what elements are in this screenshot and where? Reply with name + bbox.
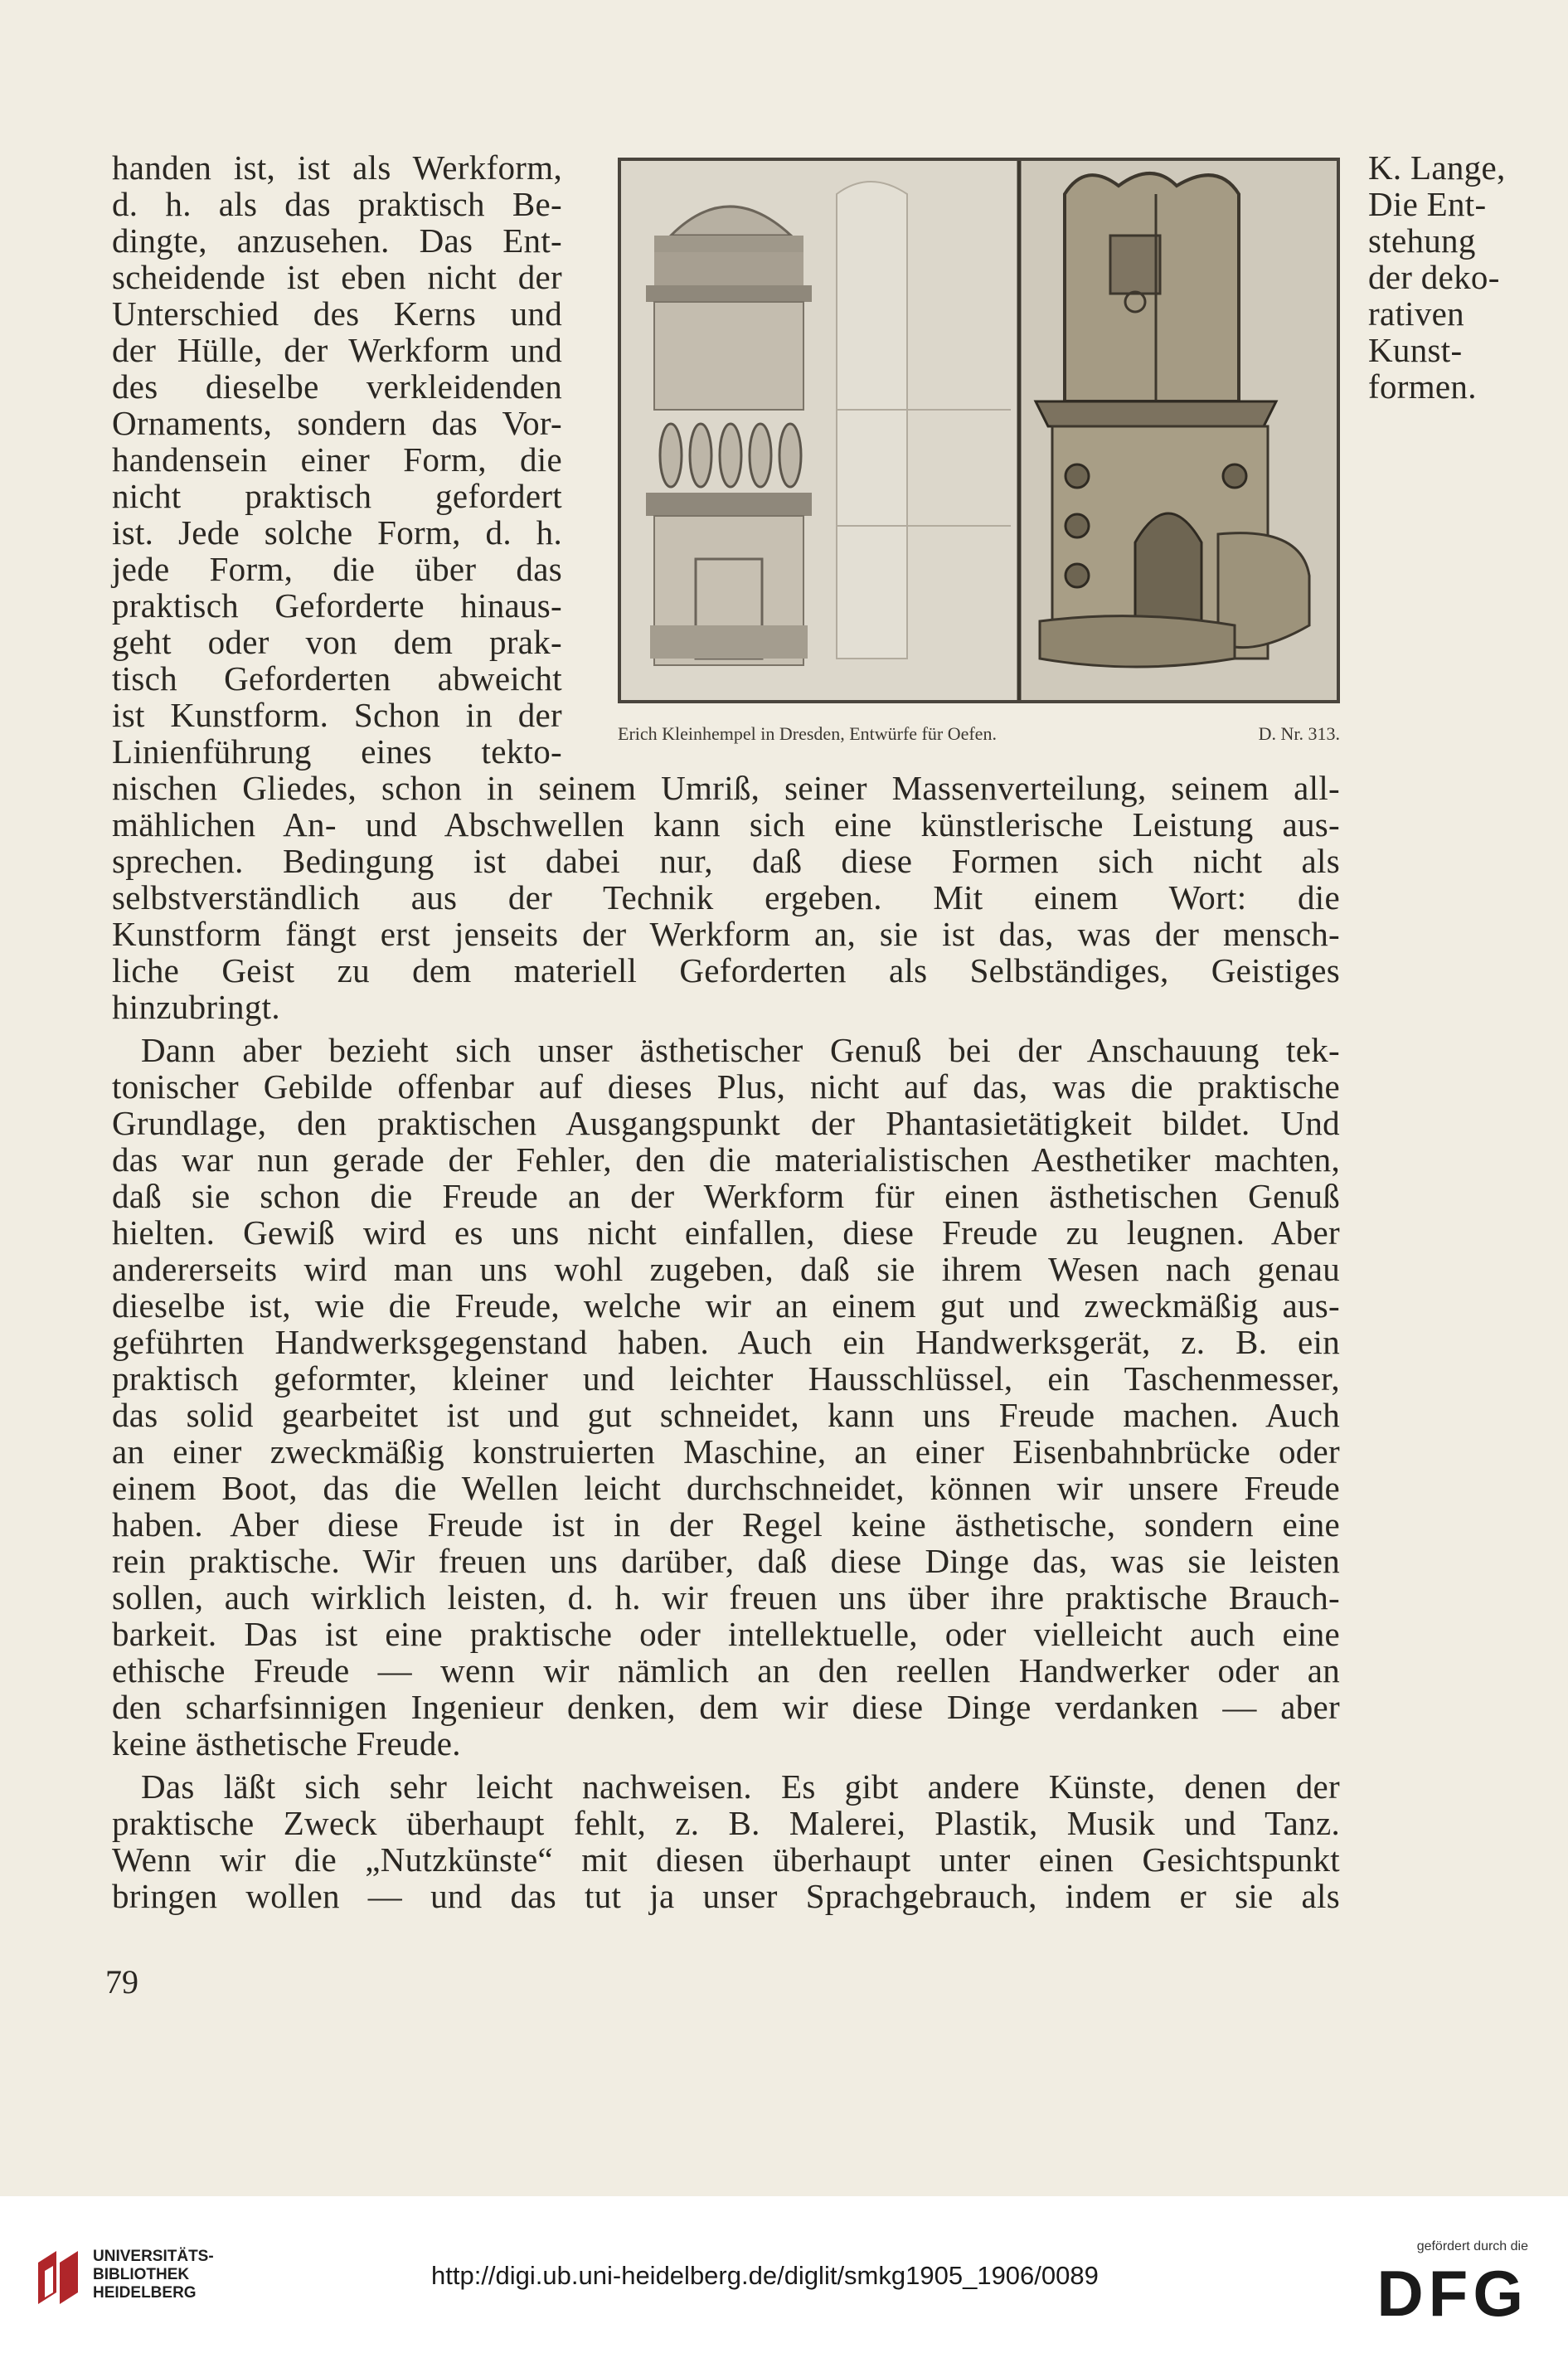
text-line: geht oder von dem prak-	[112, 623, 562, 661]
margin-note-line: Kunst-	[1368, 331, 1463, 369]
text-line: an einer zweckmäßig konstruierten Maschine, an einer Eisenbahnbrücke oder	[112, 1432, 1340, 1471]
figure-stove-designs	[618, 158, 1340, 703]
text-line: Wenn wir die „Nutzkünste“ mit diesen überhaupt unter einen Gesichtspunkt	[112, 1840, 1340, 1879]
text-line: praktisch geformter, kleiner und leichter Hausschlüssel, ein Taschenmesser,	[112, 1359, 1340, 1398]
text-line: ist. Jede solche Form, d. h.	[112, 513, 562, 552]
text-line: haben. Aber diese Freude ist in der Regel keine ästhetische, sondern eine	[112, 1505, 1340, 1544]
text-line: einem Boot, das die Wellen leicht durchschneidet, können wir unsere Freude	[112, 1469, 1340, 1507]
text-line: liche Geist zu dem materiell Geforderten als Selbständiges, Geistiges	[112, 951, 1340, 989]
caption-number: D. Nr. 313.	[1258, 723, 1340, 744]
margin-note-line: K. Lange,	[1368, 148, 1506, 187]
text-line: keine ästhetische Freude.	[112, 1724, 461, 1762]
text-line: Kunstform fängt erst jenseits der Werkform an, sie ist das, was der mensch-	[112, 915, 1340, 953]
text-line: Das läßt sich sehr leicht nachweisen. Es gibt andere Künste, denen der	[141, 1767, 1340, 1806]
text-line: dieselbe ist, wie die Freude, welche wir an einem gut und zweckmäßig aus-	[112, 1286, 1340, 1325]
text-line: bringen wollen — und das tut ja unser Sprachgebrauch, indem er sie als	[112, 1877, 1340, 1915]
text-line: mählichen An- und Abschwellen kann sich eine künstlerische Leistung aus-	[112, 805, 1340, 843]
text-line: Linienführung eines tekto-	[112, 732, 562, 771]
margin-note-line: stehung	[1368, 221, 1476, 260]
text-line: tisch Geforderten abweicht	[112, 659, 562, 698]
text-line: sprechen. Bedingung ist dabei nur, daß diese Formen sich nicht als	[112, 842, 1340, 880]
margin-note-line: rativen	[1368, 294, 1464, 333]
text-line: jede Form, die über das	[112, 550, 562, 588]
text-line: Ornaments, sondern das Vor-	[112, 404, 562, 442]
text-line: daß sie schon die Freude an der Werkform für einen ästhetischen Genuß	[112, 1177, 1340, 1215]
margin-note-line: Die Ent-	[1368, 185, 1487, 223]
text-line: handen ist, ist als Werkform,	[112, 148, 562, 187]
library-name: UNIVERSITÄTS- BIBLIOTHEK HEIDELBERG	[93, 2248, 214, 2302]
stove-drawings-image	[621, 161, 1337, 700]
text-line: d. h. als das praktisch Be-	[112, 185, 562, 223]
figure-caption	[618, 723, 1340, 748]
university-library-logo-icon	[33, 2246, 83, 2309]
digitization-footer	[0, 2196, 1568, 2353]
text-line: praktische Zweck überhaupt fehlt, z. B. Malerei, Plastik, Musik und Tanz.	[112, 1804, 1340, 1842]
text-line: geführten Handwerksgegenstand haben. Auch ein Handwerksgerät, z. B. ein	[112, 1323, 1340, 1361]
text-line: ethische Freude — wenn wir nämlich an den reellen Handwerker oder an	[112, 1651, 1340, 1689]
text-line: andererseits wird man uns wohl zugeben, daß sie ihrem Wesen nach genau	[112, 1250, 1340, 1288]
text-line: sollen, auch wirklich leisten, d. h. wir freuen uns über ihre praktische Brauch-	[112, 1578, 1340, 1616]
text-line: des dieselbe verkleidenden	[112, 367, 562, 406]
text-line: praktisch Geforderte hinaus-	[112, 586, 562, 625]
text-line: nicht praktisch gefordert	[112, 477, 562, 515]
text-line: rein praktische. Wir freuen uns darüber, daß diese Dinge das, was sie leisten	[112, 1542, 1340, 1580]
permalink-url[interactable]: http://digi.ub.uni-heidelberg.de/diglit/smkg1905_1906/0089	[431, 2261, 1099, 2290]
text-line: tonischer Gebilde offenbar auf dieses Plus, nicht auf das, was die praktische	[112, 1067, 1340, 1106]
text-line: den scharfsinnigen Ingenieur denken, dem wir diese Dinge verdanken — aber	[112, 1688, 1340, 1726]
caption-credit: Erich Kleinhempel in Dresden, Entwürfe für Oefen.	[618, 723, 997, 744]
text-line: das solid gearbeitet ist und gut schneidet, kann uns Freude machen. Auch	[112, 1396, 1340, 1434]
funded-by-label: gefördert durch die	[1416, 2239, 1528, 2253]
margin-note-line: der deko-	[1368, 258, 1500, 296]
text-line: Grundlage, den praktischen Ausgangspunkt der Phantasietätigkeit bildet. Und	[112, 1104, 1340, 1142]
text-line: der Hülle, der Werkform und	[112, 331, 562, 369]
text-line: ist Kunstform. Schon in der	[112, 696, 562, 734]
page-number: 79	[105, 1963, 138, 2001]
text-line: hielten. Gewiß wird es uns nicht einfallen, diese Freude zu leugnen. Aber	[112, 1213, 1340, 1252]
text-line: hinzubringt.	[112, 988, 280, 1026]
dfg-logo: DFG	[1376, 2257, 1528, 2330]
text-line: selbstverständlich aus der Technik ergeben. Mit einem Wort: die	[112, 878, 1340, 916]
text-line: handensein einer Form, die	[112, 440, 562, 479]
text-line: das war nun gerade der Fehler, den die materialistischen Aesthetiker machten,	[112, 1140, 1340, 1179]
text-line: Unterschied des Kerns und	[112, 294, 562, 333]
text-line: Dann aber bezieht sich unser ästhetischer Genuß bei der Anschauung tek-	[141, 1031, 1340, 1069]
text-line: nischen Gliedes, schon in seinem Umriß, seiner Massenverteilung, seinem all-	[112, 769, 1340, 807]
text-line: scheidende ist eben nicht der	[112, 258, 562, 296]
text-line: barkeit. Das ist eine praktische oder intellektuelle, oder vielleicht auch eine	[112, 1615, 1340, 1653]
margin-note-line: formen.	[1368, 367, 1477, 406]
text-line: dingte, anzusehen. Das Ent-	[112, 221, 562, 260]
